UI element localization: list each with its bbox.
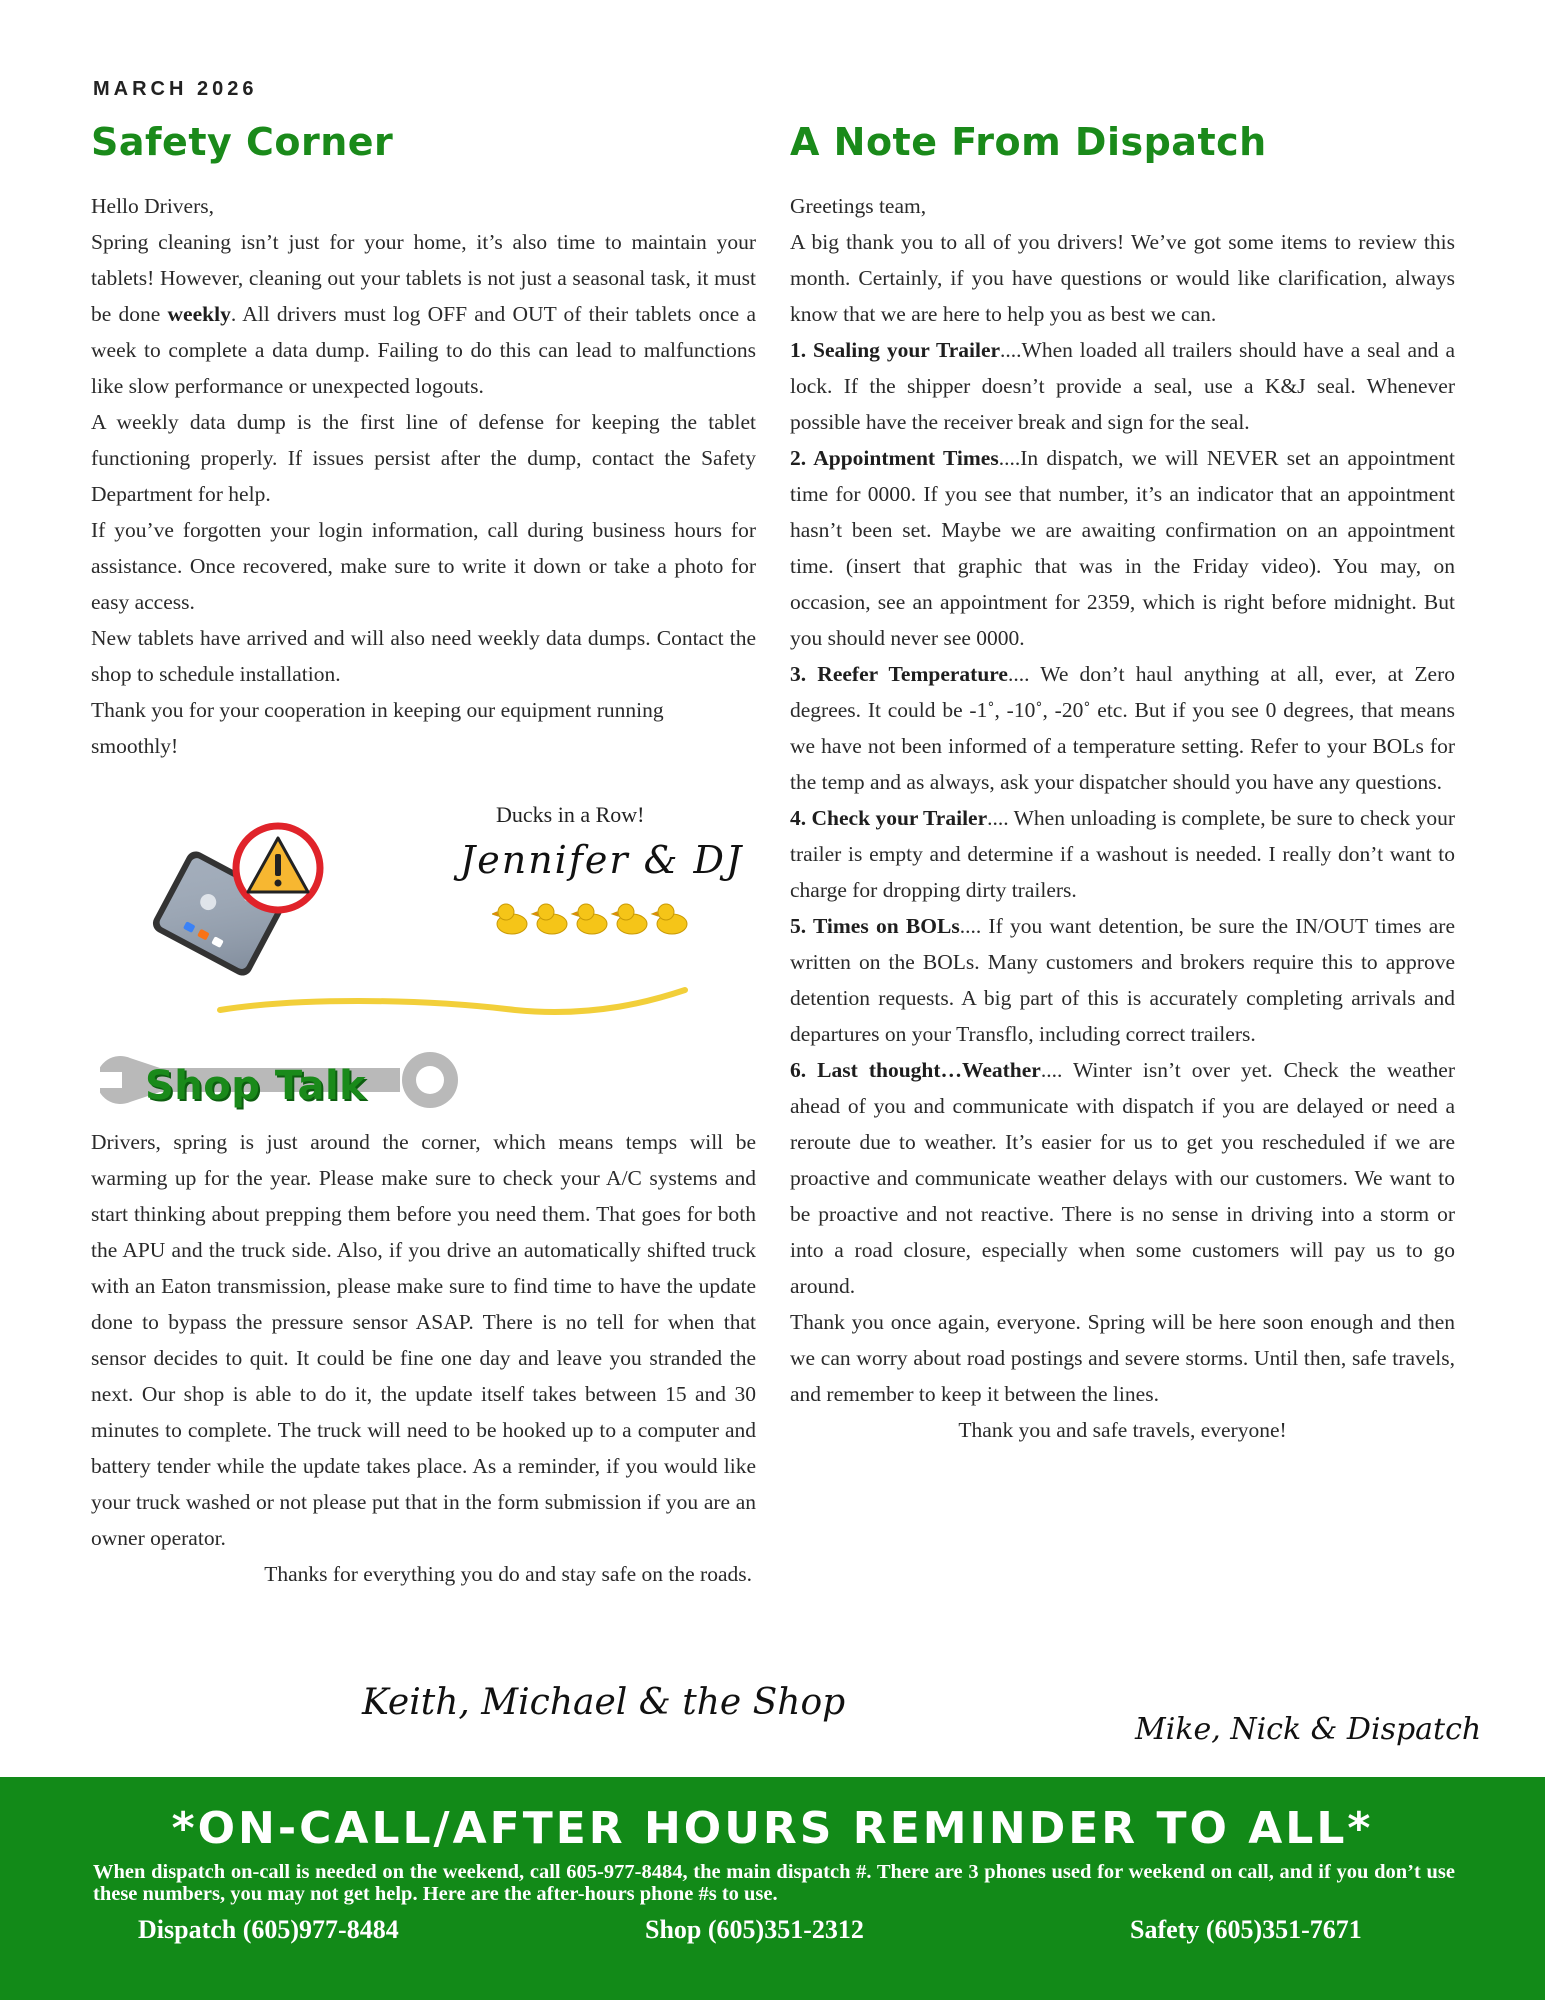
shop-signature: Keith, Michael & the Shop — [362, 1682, 846, 1723]
tablet-warning-icon — [130, 820, 340, 980]
shop-talk-body — [91, 1124, 756, 1592]
dispatch-signature: Mike, Nick & Dispatch — [1135, 1712, 1482, 1747]
safety-corner-title: Safety Corner — [91, 120, 394, 164]
dispatch-note-body — [790, 188, 1455, 1448]
dispatch-item-5: 5. Times on BOLs.... If you want detention, be sure the IN/OUT times are written on the BOLs. Many customers and brokers require this to approve detention requests. A big part of this is accurately completing arrivals and departures on your Transflo, including correct trailers. — [790, 914, 1455, 1046]
safety-phone: Safety (605)351-7671 — [1130, 1915, 1362, 1944]
dispatch-greeting: Greetings team, — [790, 194, 927, 218]
dispatch-phone: Dispatch (605)977-8484 — [138, 1915, 399, 1944]
dispatch-note-title: A Note From Dispatch — [790, 120, 1267, 164]
safety-paragraph-3: If you’ve forgotten your login information, call during business hours for assistance. Once recovered, make sure to write it down or take a photo for easy access. — [91, 518, 756, 614]
dispatch-intro: A big thank you to all of you drivers! We’ve got some items to review this month. Certainly, if you have questions or would like clarification, always know that we are here to help you as best we can. — [790, 230, 1455, 326]
safety-paragraph-2: A weekly data dump is the first line of defense for keeping the tablet functioning properly. If issues persist after the dump, contact the Safety Department for help. — [91, 410, 756, 506]
safety-corner-body — [91, 188, 756, 764]
dispatch-item-3: 3. Reefer Temperature.... We don’t haul anything at all, ever, at Zero degrees. It could be -1˚, -10˚, -20˚ etc. But if you see 0 degrees, that means we have not been informed of a temperature setting. Refer to your BOLs for the temp and as always, ask your dispatcher should you have any questions. — [790, 662, 1455, 794]
shop-phone: Shop (605)351-2312 — [645, 1915, 864, 1944]
safety-paragraph-1: Spring cleaning isn’t just for your home, it’s also time to maintain your tablets! However, cleaning out your tablets is not just a seasonal task, it must be done weekly. All drivers must log OFF and OUT of their tablets once a week to complete a data dump. Failing to do this can lead to malfunctions like slow performance or unexpected logouts. — [91, 230, 756, 398]
shop-paragraph: Drivers, spring is just around the corner, which means temps will be warming up for the year. Please make sure to check your A/C systems and start thinking about prepping them before you need them. That goes for both the APU and the truck side. Also, if you drive an automatically shifted truck with an Eaton transmission, please make sure to find time to have the update done to bypass the pressure sensor ASAP. There is no tell for when that sensor decides to quit. It could be fine one day and leave you stranded the next. Our shop is able to do it, the update itself takes between 15 and 30 minutes to complete. The truck will need to be hooked up to a computer and battery tender while the update takes place. As a reminder, if you would like your truck washed or not please put that in the form submission if you are an owner operator. — [91, 1130, 756, 1550]
safety-paragraph-4: New tablets have arrived and will also need weekly data dumps. Contact the shop to schedule installation. — [91, 626, 756, 686]
shop-talk-title: Shop Talk — [145, 1063, 367, 1109]
after-hours-title: *ON-CALL/AFTER HOURS REMINDER TO ALL* — [171, 1803, 1374, 1854]
shop-closing: Thanks for everything you do and stay safe on the roads. — [264, 1562, 752, 1586]
safety-greeting: Hello Drivers, — [91, 194, 214, 218]
dispatch-outro: Thank you once again, everyone. Spring will be here soon enough and then we can worry about road postings and severe storms. Until then, safe travels, and remember to keep it between the lines. — [790, 1310, 1455, 1406]
ducks-caption: Ducks in a Row! — [496, 802, 645, 827]
dispatch-item-4: 4. Check your Trailer.... When unloading is complete, be sure to check your trailer is empty and determine if a washout is needed. I really don’t want to charge for dropping dirty trailers. — [790, 806, 1455, 902]
after-hours-banner — [0, 1777, 1545, 2000]
dispatch-item-1: 1. Sealing your Trailer....When loaded all trailers should have a seal and a lock. If the shipper doesn’t provide a seal, use a K&J seal. Whenever possible have the receiver break and sign for the seal. — [790, 338, 1455, 434]
rubber-ducks-icon — [492, 898, 692, 946]
weekly-emphasis: weekly — [167, 302, 231, 326]
dispatch-item-2: 2. Appointment Times....In dispatch, we will NEVER set an appointment time for 0000. If you see that number, it’s an indicator that an appointment hasn’t been set. Maybe we are awaiting confirmation on an appointment time. (insert that graphic that was in the Friday video). You may, on occasion, see an appointment for 2359, which is right before midnight. But you should never see 0000. — [790, 446, 1455, 650]
dispatch-item-6: 6. Last thought…Weather.... Winter isn’t over yet. Check the weather ahead of you and communicate with dispatch if you are delayed or need a reroute due to weather. It’s easier for us to get you rescheduled if we are proactive and communicate weather delays with our customers. We want to be proactive and not reactive. There is no sense in driving into a storm or into a road closure, especially when some customers will pay us to go around. — [790, 1058, 1455, 1298]
issue-date: MARCH 2026 — [93, 78, 258, 100]
safety-signature: Jennifer & DJ — [460, 838, 744, 882]
after-hours-text: When dispatch on-call is needed on the weekend, call 605-977-8484, the main dispatch #. There are 3 phones used for weekend on call, and if you don’t use these numbers, you may not get help. Here are the after-hours phone #s to use. — [93, 1861, 1455, 1905]
divider-swoosh — [215, 960, 690, 1020]
dispatch-closing: Thank you and safe travels, everyone! — [958, 1418, 1287, 1442]
safety-paragraph-5: Thank you for your cooperation in keeping our equipment running smoothly! — [91, 698, 664, 758]
